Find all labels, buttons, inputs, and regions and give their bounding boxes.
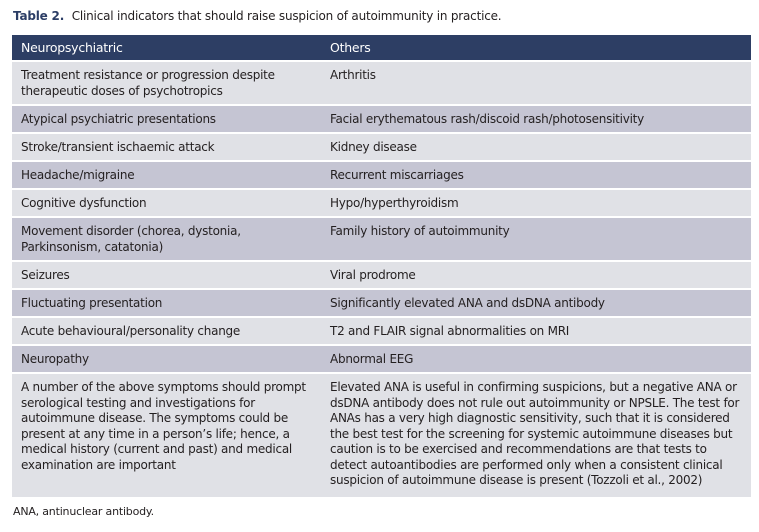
neuropsychiatric-cell: Neuropathy xyxy=(21,352,89,366)
others-cell: Recurrent miscarriages xyxy=(330,168,464,182)
others-cell: Kidney disease xyxy=(330,140,417,154)
table-footnote: ANA, antinuclear antibody. xyxy=(13,505,154,518)
others-cell: Family history of autoimmunity xyxy=(330,224,510,238)
table-row xyxy=(12,62,751,106)
table-label: Table 2. xyxy=(13,9,65,23)
neuropsychiatric-cell: Movement disorder (chorea, dystonia, Parkinsonism, catatonia) xyxy=(21,224,241,254)
others-cell: Significantly elevated ANA and dsDNA antibody xyxy=(330,296,605,310)
table-row xyxy=(12,346,751,374)
others-cell: Viral prodrome xyxy=(330,268,416,282)
column-header-neuropsychiatric: Neuropsychiatric xyxy=(21,40,123,55)
table-row xyxy=(12,134,751,162)
table-row xyxy=(12,218,751,262)
neuropsychiatric-cell: Acute behavioural/personality change xyxy=(21,324,241,338)
clinical-indicators-table xyxy=(12,35,751,499)
table-row xyxy=(12,290,751,318)
table-row xyxy=(12,190,751,218)
table-row xyxy=(12,106,751,134)
others-summary-cell: Elevated ANA is useful in confirming suspicions, but a negative ANA or dsDNA antibody does not rule out autoimmunity or NPSLE. The test for ANAs has a very high diagnostic sensitivity, such that it is considered the best test for the screening for systemic autoimmune diseases but caution is to be exercised and recommendations are that tests to detect autoantibodies are performed only when a consistent clinical suspicion of autoimmune disease is present (Tozzoli et al., 2002) xyxy=(330,380,740,487)
column-header-others: Others xyxy=(330,40,371,55)
table-header-row xyxy=(12,35,751,62)
neuropsychiatric-cell: Headache/migraine xyxy=(21,168,135,182)
table-row xyxy=(12,318,751,346)
others-cell: T2 and FLAIR signal abnormalities on MRI xyxy=(330,324,570,338)
table-row xyxy=(12,262,751,290)
neuropsychiatric-cell: Stroke/transient ischaemic attack xyxy=(21,140,215,154)
neuropsychiatric-cell: Atypical psychiatric presentations xyxy=(21,112,216,126)
others-cell: Hypo/hyperthyroidism xyxy=(330,196,459,210)
table-row-summary xyxy=(12,374,751,499)
neuropsychiatric-cell: Treatment resistance or progression despite therapeutic doses of psychotropics xyxy=(21,68,275,98)
neuropsychiatric-cell: Cognitive dysfunction xyxy=(21,196,147,210)
others-cell: Abnormal EEG xyxy=(330,352,414,366)
table-caption xyxy=(13,9,501,23)
neuropsychiatric-summary-cell: A number of the above symptoms should prompt serological testing and investigations for autoimmune disease. The symptoms could be present at any time in a person’s life; hence, a medical history (current and past) and medical examination are important xyxy=(21,380,306,472)
neuropsychiatric-cell: Seizures xyxy=(21,268,70,282)
neuropsychiatric-cell: Fluctuating presentation xyxy=(21,296,163,310)
table-row xyxy=(12,162,751,190)
others-cell: Arthritis xyxy=(330,68,376,82)
others-cell: Facial erythematous rash/discoid rash/photosensitivity xyxy=(330,112,644,126)
table-title: Clinical indicators that should raise suspicion of autoimmunity in practice. xyxy=(71,9,502,23)
